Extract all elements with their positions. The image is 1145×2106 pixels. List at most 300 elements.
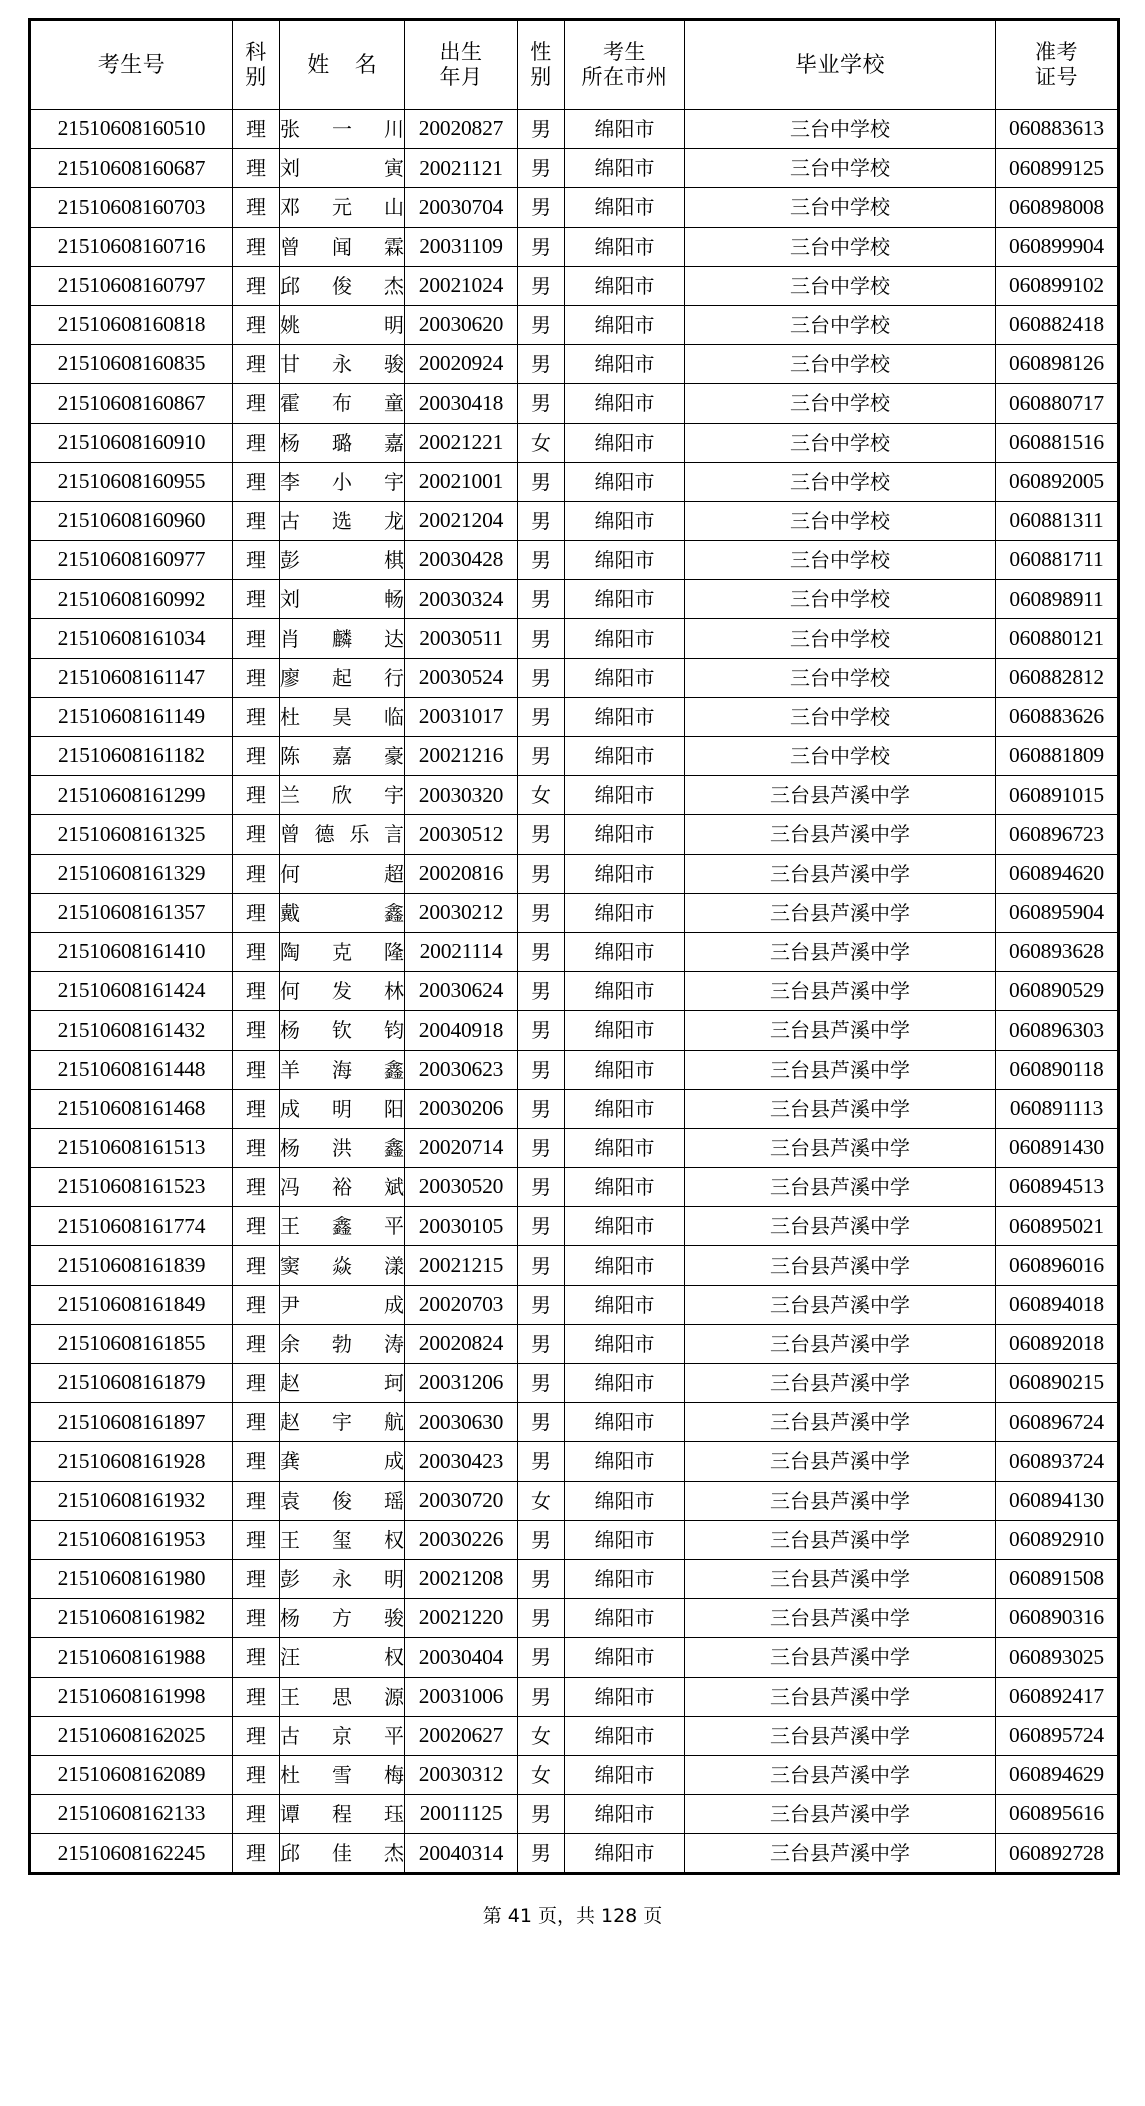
cell-sex: 男 bbox=[518, 932, 565, 971]
table-row bbox=[30, 1364, 1119, 1403]
cell-admit-no: 060881711 bbox=[996, 541, 1119, 580]
name-char: 源 bbox=[384, 1684, 404, 1709]
cell-sex: 男 bbox=[518, 1559, 565, 1598]
table-header-row bbox=[30, 20, 1119, 110]
cell-sex: 男 bbox=[518, 541, 565, 580]
cell-name bbox=[280, 1834, 405, 1874]
cell-subject: 理 bbox=[233, 541, 280, 580]
cell-candidate-no: 21510608161147 bbox=[30, 658, 233, 697]
cell-candidate-no: 21510608161357 bbox=[30, 893, 233, 932]
cell-admit-no: 060892005 bbox=[996, 462, 1119, 501]
name-char: 嘉 bbox=[384, 430, 404, 455]
name-char: 勃 bbox=[332, 1331, 352, 1356]
cell-candidate-no: 21510608160960 bbox=[30, 501, 233, 540]
cell-name bbox=[280, 854, 405, 893]
cell-name bbox=[280, 1050, 405, 1089]
cell-subject: 理 bbox=[233, 619, 280, 658]
table-row bbox=[30, 227, 1119, 266]
cell-school: 三台县芦溪中学 bbox=[685, 932, 996, 971]
cell-candidate-no: 21510608161182 bbox=[30, 737, 233, 776]
name-char: 余 bbox=[280, 1331, 300, 1356]
table-row bbox=[30, 932, 1119, 971]
name-char: 杨 bbox=[280, 430, 300, 455]
cell-city: 绵阳市 bbox=[565, 619, 685, 658]
table-row bbox=[30, 149, 1119, 188]
table-row bbox=[30, 697, 1119, 736]
name-char: 畅 bbox=[384, 587, 404, 612]
cell-subject: 理 bbox=[233, 149, 280, 188]
table-row bbox=[30, 1246, 1119, 1285]
cell-sex: 男 bbox=[518, 110, 565, 149]
cell-school: 三台县芦溪中学 bbox=[685, 1834, 996, 1874]
name-char: 言 bbox=[383, 822, 404, 847]
cell-birth: 20020714 bbox=[405, 1128, 518, 1167]
cell-sex: 男 bbox=[518, 501, 565, 540]
cell-name bbox=[280, 815, 405, 854]
name-char: 乐 bbox=[349, 822, 370, 847]
cell-city: 绵阳市 bbox=[565, 423, 685, 462]
name-char: 超 bbox=[384, 861, 404, 886]
cell-school: 三台县芦溪中学 bbox=[685, 1716, 996, 1755]
table-row bbox=[30, 580, 1119, 619]
name-char: 发 bbox=[332, 979, 352, 1004]
name-char: 欣 bbox=[332, 783, 352, 808]
name-char: 永 bbox=[332, 352, 352, 377]
table-row bbox=[30, 541, 1119, 580]
name-char: 姚 bbox=[280, 313, 300, 338]
name-char: 裕 bbox=[332, 1175, 352, 1200]
name-char: 张 bbox=[280, 117, 300, 142]
table-row bbox=[30, 1599, 1119, 1638]
name-char: 隆 bbox=[384, 940, 404, 965]
cell-candidate-no: 21510608161329 bbox=[30, 854, 233, 893]
cell-name bbox=[280, 1559, 405, 1598]
name-char: 行 bbox=[384, 665, 404, 690]
table-row bbox=[30, 423, 1119, 462]
cell-city: 绵阳市 bbox=[565, 305, 685, 344]
cell-name bbox=[280, 893, 405, 932]
cell-candidate-no: 21510608160955 bbox=[30, 462, 233, 501]
cell-birth: 20030428 bbox=[405, 541, 518, 580]
name-char: 钦 bbox=[332, 1018, 352, 1043]
cell-admit-no: 060890316 bbox=[996, 1599, 1119, 1638]
cell-admit-no: 060892728 bbox=[996, 1834, 1119, 1874]
name-char: 杰 bbox=[384, 1841, 404, 1866]
cell-name bbox=[280, 1795, 405, 1834]
cell-sex: 女 bbox=[518, 1755, 565, 1794]
cell-school: 三台县芦溪中学 bbox=[685, 1128, 996, 1167]
cell-admit-no: 060880121 bbox=[996, 619, 1119, 658]
cell-city: 绵阳市 bbox=[565, 1520, 685, 1559]
cell-subject: 理 bbox=[233, 110, 280, 149]
cell-subject: 理 bbox=[233, 697, 280, 736]
name-char: 成 bbox=[280, 1096, 300, 1121]
cell-candidate-no: 21510608160818 bbox=[30, 305, 233, 344]
table-row bbox=[30, 501, 1119, 540]
name-char: 邱 bbox=[280, 1841, 300, 1866]
name-char: 权 bbox=[384, 1645, 404, 1670]
name-char: 赵 bbox=[280, 1371, 300, 1396]
cell-name bbox=[280, 1755, 405, 1794]
cell-candidate-no: 21510608161988 bbox=[30, 1638, 233, 1677]
name-char: 雪 bbox=[332, 1762, 352, 1787]
name-char: 航 bbox=[384, 1410, 404, 1435]
name-char: 杜 bbox=[280, 704, 300, 729]
cell-admit-no: 060892417 bbox=[996, 1677, 1119, 1716]
cell-sex: 男 bbox=[518, 1128, 565, 1167]
cell-subject: 理 bbox=[233, 932, 280, 971]
cell-school: 三台中学校 bbox=[685, 737, 996, 776]
cell-name bbox=[280, 1207, 405, 1246]
header-line: 别 bbox=[245, 65, 267, 89]
cell-school: 三台中学校 bbox=[685, 110, 996, 149]
cell-name bbox=[280, 149, 405, 188]
table-row bbox=[30, 1207, 1119, 1246]
cell-city: 绵阳市 bbox=[565, 188, 685, 227]
cell-admit-no: 060895021 bbox=[996, 1207, 1119, 1246]
cell-city: 绵阳市 bbox=[565, 1638, 685, 1677]
name-char: 杨 bbox=[280, 1135, 300, 1160]
cell-city: 绵阳市 bbox=[565, 737, 685, 776]
name-char: 涛 bbox=[384, 1331, 404, 1356]
name-char: 璐 bbox=[332, 430, 352, 455]
name-char: 廖 bbox=[280, 665, 300, 690]
cell-name bbox=[280, 384, 405, 423]
cell-subject: 理 bbox=[233, 1050, 280, 1089]
name-char: 龙 bbox=[384, 508, 404, 533]
cell-name bbox=[280, 580, 405, 619]
cell-name bbox=[280, 110, 405, 149]
name-char: 寅 bbox=[384, 156, 404, 181]
table-row bbox=[30, 1520, 1119, 1559]
cell-admit-no: 060881516 bbox=[996, 423, 1119, 462]
cell-admit-no: 060894018 bbox=[996, 1285, 1119, 1324]
name-char: 成 bbox=[384, 1292, 404, 1317]
name-char: 彭 bbox=[280, 1567, 300, 1592]
name-char: 宇 bbox=[384, 783, 404, 808]
cell-city: 绵阳市 bbox=[565, 1559, 685, 1598]
table-row bbox=[30, 384, 1119, 423]
cell-school: 三台县芦溪中学 bbox=[685, 1324, 996, 1363]
header-line: 别 bbox=[530, 65, 552, 89]
cell-name bbox=[280, 1599, 405, 1638]
cell-birth: 20040918 bbox=[405, 1011, 518, 1050]
name-char: 鑫 bbox=[384, 1135, 404, 1160]
cell-subject: 理 bbox=[233, 266, 280, 305]
cell-city: 绵阳市 bbox=[565, 1246, 685, 1285]
name-char: 漾 bbox=[384, 1253, 404, 1278]
table-row bbox=[30, 658, 1119, 697]
column-header-sex bbox=[518, 20, 565, 110]
name-char: 何 bbox=[280, 861, 300, 886]
cell-city: 绵阳市 bbox=[565, 815, 685, 854]
cell-admit-no: 060882812 bbox=[996, 658, 1119, 697]
cell-birth: 20021220 bbox=[405, 1599, 518, 1638]
name-char: 布 bbox=[332, 391, 352, 416]
name-char: 冯 bbox=[280, 1175, 300, 1200]
cell-birth: 20030206 bbox=[405, 1089, 518, 1128]
table-body bbox=[30, 110, 1119, 1874]
cell-city: 绵阳市 bbox=[565, 972, 685, 1011]
header-line: 考生号 bbox=[97, 52, 166, 78]
cell-city: 绵阳市 bbox=[565, 893, 685, 932]
cell-subject: 理 bbox=[233, 815, 280, 854]
cell-subject: 理 bbox=[233, 1599, 280, 1638]
cell-subject: 理 bbox=[233, 462, 280, 501]
name-char: 王 bbox=[280, 1214, 300, 1239]
cell-admit-no: 060881809 bbox=[996, 737, 1119, 776]
table-row bbox=[30, 1834, 1119, 1874]
cell-birth: 20031006 bbox=[405, 1677, 518, 1716]
table-row bbox=[30, 345, 1119, 384]
cell-name bbox=[280, 501, 405, 540]
name-char: 明 bbox=[384, 1567, 404, 1592]
cell-subject: 理 bbox=[233, 1481, 280, 1520]
name-char: 龚 bbox=[280, 1449, 300, 1474]
name-char: 曾 bbox=[280, 822, 300, 847]
cell-subject: 理 bbox=[233, 1638, 280, 1677]
cell-admit-no: 060895904 bbox=[996, 893, 1119, 932]
cell-name bbox=[280, 1324, 405, 1363]
cell-admit-no: 060894620 bbox=[996, 854, 1119, 893]
table-row bbox=[30, 1677, 1119, 1716]
cell-city: 绵阳市 bbox=[565, 1089, 685, 1128]
cell-subject: 理 bbox=[233, 1520, 280, 1559]
cell-sex: 男 bbox=[518, 854, 565, 893]
cell-city: 绵阳市 bbox=[565, 541, 685, 580]
header-line: 毕业学校 bbox=[794, 52, 885, 78]
cell-sex: 男 bbox=[518, 1207, 565, 1246]
cell-admit-no: 060890529 bbox=[996, 972, 1119, 1011]
table-row bbox=[30, 1324, 1119, 1363]
name-char: 平 bbox=[384, 1214, 404, 1239]
cell-candidate-no: 21510608161513 bbox=[30, 1128, 233, 1167]
cell-school: 三台中学校 bbox=[685, 423, 996, 462]
cell-sex: 男 bbox=[518, 1834, 565, 1874]
cell-birth: 20030320 bbox=[405, 776, 518, 815]
cell-birth: 20031109 bbox=[405, 227, 518, 266]
cell-city: 绵阳市 bbox=[565, 1403, 685, 1442]
cell-candidate-no: 21510608160910 bbox=[30, 423, 233, 462]
name-char: 克 bbox=[332, 940, 352, 965]
cell-birth: 20021121 bbox=[405, 149, 518, 188]
name-char: 林 bbox=[384, 979, 404, 1004]
cell-birth: 20030423 bbox=[405, 1442, 518, 1481]
name-char: 王 bbox=[280, 1527, 300, 1552]
header-line: 考生 bbox=[603, 39, 646, 64]
name-char: 俊 bbox=[332, 1488, 352, 1513]
name-char: 霖 bbox=[384, 234, 404, 259]
cell-city: 绵阳市 bbox=[565, 658, 685, 697]
cell-candidate-no: 21510608160703 bbox=[30, 188, 233, 227]
cell-subject: 理 bbox=[233, 423, 280, 462]
cell-subject: 理 bbox=[233, 972, 280, 1011]
cell-sex: 男 bbox=[518, 619, 565, 658]
cell-subject: 理 bbox=[233, 345, 280, 384]
cell-sex: 男 bbox=[518, 580, 565, 619]
name-char: 达 bbox=[384, 626, 404, 651]
name-char: 骏 bbox=[384, 352, 404, 377]
cell-admit-no: 060892018 bbox=[996, 1324, 1119, 1363]
cell-admit-no: 060894513 bbox=[996, 1168, 1119, 1207]
cell-name bbox=[280, 776, 405, 815]
cell-subject: 理 bbox=[233, 1324, 280, 1363]
column-header-subject bbox=[233, 20, 280, 110]
cell-school: 三台县芦溪中学 bbox=[685, 1795, 996, 1834]
column-header-admit-no bbox=[996, 20, 1119, 110]
name-char: 古 bbox=[280, 508, 300, 533]
cell-school: 三台县芦溪中学 bbox=[685, 1207, 996, 1246]
cell-city: 绵阳市 bbox=[565, 1168, 685, 1207]
name-char: 邓 bbox=[280, 195, 300, 220]
cell-birth: 20030704 bbox=[405, 188, 518, 227]
cell-subject: 理 bbox=[233, 227, 280, 266]
cell-sex: 男 bbox=[518, 658, 565, 697]
cell-sex: 男 bbox=[518, 1677, 565, 1716]
cell-city: 绵阳市 bbox=[565, 1128, 685, 1167]
cell-subject: 理 bbox=[233, 305, 280, 344]
name-char: 陶 bbox=[280, 940, 300, 965]
cell-admit-no: 060895724 bbox=[996, 1716, 1119, 1755]
name-char: 鑫 bbox=[384, 900, 404, 925]
cell-name bbox=[280, 1168, 405, 1207]
table-row bbox=[30, 305, 1119, 344]
cell-candidate-no: 21510608161299 bbox=[30, 776, 233, 815]
cell-subject: 理 bbox=[233, 1285, 280, 1324]
name-char: 彭 bbox=[280, 548, 300, 573]
cell-name bbox=[280, 266, 405, 305]
table-row bbox=[30, 1755, 1119, 1794]
cell-school: 三台县芦溪中学 bbox=[685, 1011, 996, 1050]
cell-school: 三台县芦溪中学 bbox=[685, 854, 996, 893]
cell-subject: 理 bbox=[233, 1207, 280, 1246]
cell-admit-no: 060893724 bbox=[996, 1442, 1119, 1481]
cell-admit-no: 060898126 bbox=[996, 345, 1119, 384]
cell-birth: 20030212 bbox=[405, 893, 518, 932]
cell-sex: 男 bbox=[518, 1795, 565, 1834]
cell-name bbox=[280, 1403, 405, 1442]
cell-city: 绵阳市 bbox=[565, 1834, 685, 1874]
cell-candidate-no: 21510608161410 bbox=[30, 932, 233, 971]
name-char: 德 bbox=[314, 822, 335, 847]
cell-name bbox=[280, 932, 405, 971]
cell-subject: 理 bbox=[233, 1795, 280, 1834]
name-char: 杨 bbox=[280, 1018, 300, 1043]
cell-city: 绵阳市 bbox=[565, 1050, 685, 1089]
name-char: 山 bbox=[384, 195, 404, 220]
cell-sex: 男 bbox=[518, 384, 565, 423]
cell-sex: 男 bbox=[518, 1638, 565, 1677]
table-row bbox=[30, 1168, 1119, 1207]
name-char: 平 bbox=[384, 1723, 404, 1748]
cell-admit-no: 060899102 bbox=[996, 266, 1119, 305]
cell-birth: 20030624 bbox=[405, 972, 518, 1011]
cell-sex: 男 bbox=[518, 815, 565, 854]
cell-admit-no: 060898008 bbox=[996, 188, 1119, 227]
name-char: 俊 bbox=[332, 273, 352, 298]
cell-subject: 理 bbox=[233, 1716, 280, 1755]
cell-city: 绵阳市 bbox=[565, 1324, 685, 1363]
cell-admit-no: 060892910 bbox=[996, 1520, 1119, 1559]
cell-sex: 男 bbox=[518, 1089, 565, 1128]
cell-school: 三台县芦溪中学 bbox=[685, 1442, 996, 1481]
cell-subject: 理 bbox=[233, 854, 280, 893]
name-char: 方 bbox=[332, 1606, 352, 1631]
cell-school: 三台中学校 bbox=[685, 619, 996, 658]
cell-candidate-no: 21510608160687 bbox=[30, 149, 233, 188]
name-char: 甘 bbox=[280, 352, 300, 377]
cell-candidate-no: 21510608161432 bbox=[30, 1011, 233, 1050]
cell-city: 绵阳市 bbox=[565, 1599, 685, 1638]
cell-name bbox=[280, 1089, 405, 1128]
cell-candidate-no: 21510608161897 bbox=[30, 1403, 233, 1442]
cell-name bbox=[280, 1246, 405, 1285]
name-char: 杜 bbox=[280, 1762, 300, 1787]
cell-subject: 理 bbox=[233, 893, 280, 932]
table-row bbox=[30, 893, 1119, 932]
name-char: 刘 bbox=[280, 156, 300, 181]
cell-birth: 20030105 bbox=[405, 1207, 518, 1246]
cell-candidate-no: 21510608160797 bbox=[30, 266, 233, 305]
cell-admit-no: 060896724 bbox=[996, 1403, 1119, 1442]
name-char: 邱 bbox=[280, 273, 300, 298]
cell-admit-no: 060893628 bbox=[996, 932, 1119, 971]
cell-subject: 理 bbox=[233, 1168, 280, 1207]
cell-admit-no: 060894130 bbox=[996, 1481, 1119, 1520]
cell-city: 绵阳市 bbox=[565, 110, 685, 149]
cell-sex: 男 bbox=[518, 1599, 565, 1638]
cell-birth: 20030720 bbox=[405, 1481, 518, 1520]
cell-name bbox=[280, 1011, 405, 1050]
cell-name bbox=[280, 1442, 405, 1481]
cell-school: 三台中学校 bbox=[685, 266, 996, 305]
cell-birth: 20030404 bbox=[405, 1638, 518, 1677]
cell-admit-no: 060896723 bbox=[996, 815, 1119, 854]
name-char: 童 bbox=[384, 391, 404, 416]
cell-sex: 男 bbox=[518, 1050, 565, 1089]
cell-admit-no: 060891015 bbox=[996, 776, 1119, 815]
cell-name bbox=[280, 305, 405, 344]
cell-sex: 男 bbox=[518, 1011, 565, 1050]
cell-birth: 20020703 bbox=[405, 1285, 518, 1324]
cell-birth: 20021114 bbox=[405, 932, 518, 971]
cell-subject: 理 bbox=[233, 1011, 280, 1050]
header-line: 科 bbox=[245, 39, 267, 64]
cell-city: 绵阳市 bbox=[565, 580, 685, 619]
name-char: 临 bbox=[384, 704, 404, 729]
cell-name bbox=[280, 697, 405, 736]
cell-subject: 理 bbox=[233, 1834, 280, 1874]
cell-birth: 20030623 bbox=[405, 1050, 518, 1089]
name-char: 明 bbox=[332, 1096, 352, 1121]
cell-school: 三台县芦溪中学 bbox=[685, 1246, 996, 1285]
name-char: 曾 bbox=[280, 234, 300, 259]
name-char: 王 bbox=[280, 1684, 300, 1709]
table-row bbox=[30, 1442, 1119, 1481]
name-char: 麟 bbox=[332, 626, 352, 651]
cell-candidate-no: 21510608160835 bbox=[30, 345, 233, 384]
cell-birth: 20021221 bbox=[405, 423, 518, 462]
name-char: 权 bbox=[384, 1527, 404, 1552]
candidate-roster-table bbox=[28, 18, 1120, 1875]
cell-name bbox=[280, 658, 405, 697]
cell-school: 三台县芦溪中学 bbox=[685, 1677, 996, 1716]
name-char: 棋 bbox=[384, 548, 404, 573]
cell-birth: 20030630 bbox=[405, 1403, 518, 1442]
name-char: 谭 bbox=[280, 1802, 300, 1827]
table-row bbox=[30, 815, 1119, 854]
name-char: 袁 bbox=[280, 1488, 300, 1513]
